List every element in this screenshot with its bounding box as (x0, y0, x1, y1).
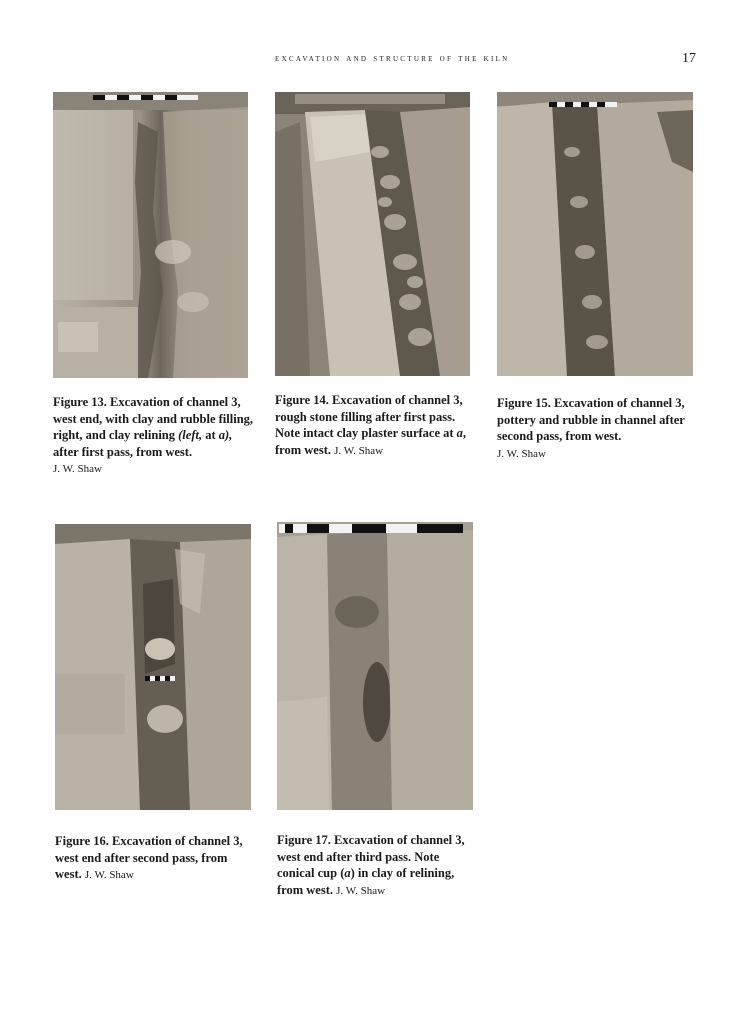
page-number: 17 (682, 51, 696, 66)
figure-17-credit: J. W. Shaw (336, 884, 386, 897)
figure-13-credit: J. W. Shaw (53, 463, 102, 475)
figure-13-photo (53, 92, 248, 378)
figure-16-caption: Figure 16. Excavation of channel 3, west end after second pass, from west. J. W. Shaw (55, 834, 243, 881)
figure-15-photo (497, 92, 693, 376)
figure-14-credit: J. W. Shaw (334, 444, 384, 457)
figure-16-photo (55, 524, 251, 810)
running-head: excavation and structure of the kiln (275, 53, 510, 64)
figure-15-caption: Figure 15. Excavation of channel 3, pottery and rubble in channel after second pass, from west. J. W. Shaw (497, 396, 685, 460)
figure-13-caption: Figure 13. Excavation of channel 3, west end, with clay and rubble filling, right, and clay relining (left, at a), after first pass, from west. J. W. Shaw (53, 395, 254, 475)
figure-15-credit: J. W. Shaw (497, 447, 546, 460)
figure-14-caption: Figure 14. Excavation of channel 3, rough stone filling after first pass. Note intact clay plaster surface at a, from west. J. W. Shaw (275, 393, 467, 457)
figure-17-photo (277, 522, 473, 810)
figure-14-photo (275, 92, 470, 376)
figure-16-credit: J. W. Shaw (84, 869, 134, 881)
figure-17-caption: Figure 17. Excavation of channel 3, west end after third pass. Note conical cup (a) in clay of relining, from west. J. W. Shaw (277, 833, 465, 897)
